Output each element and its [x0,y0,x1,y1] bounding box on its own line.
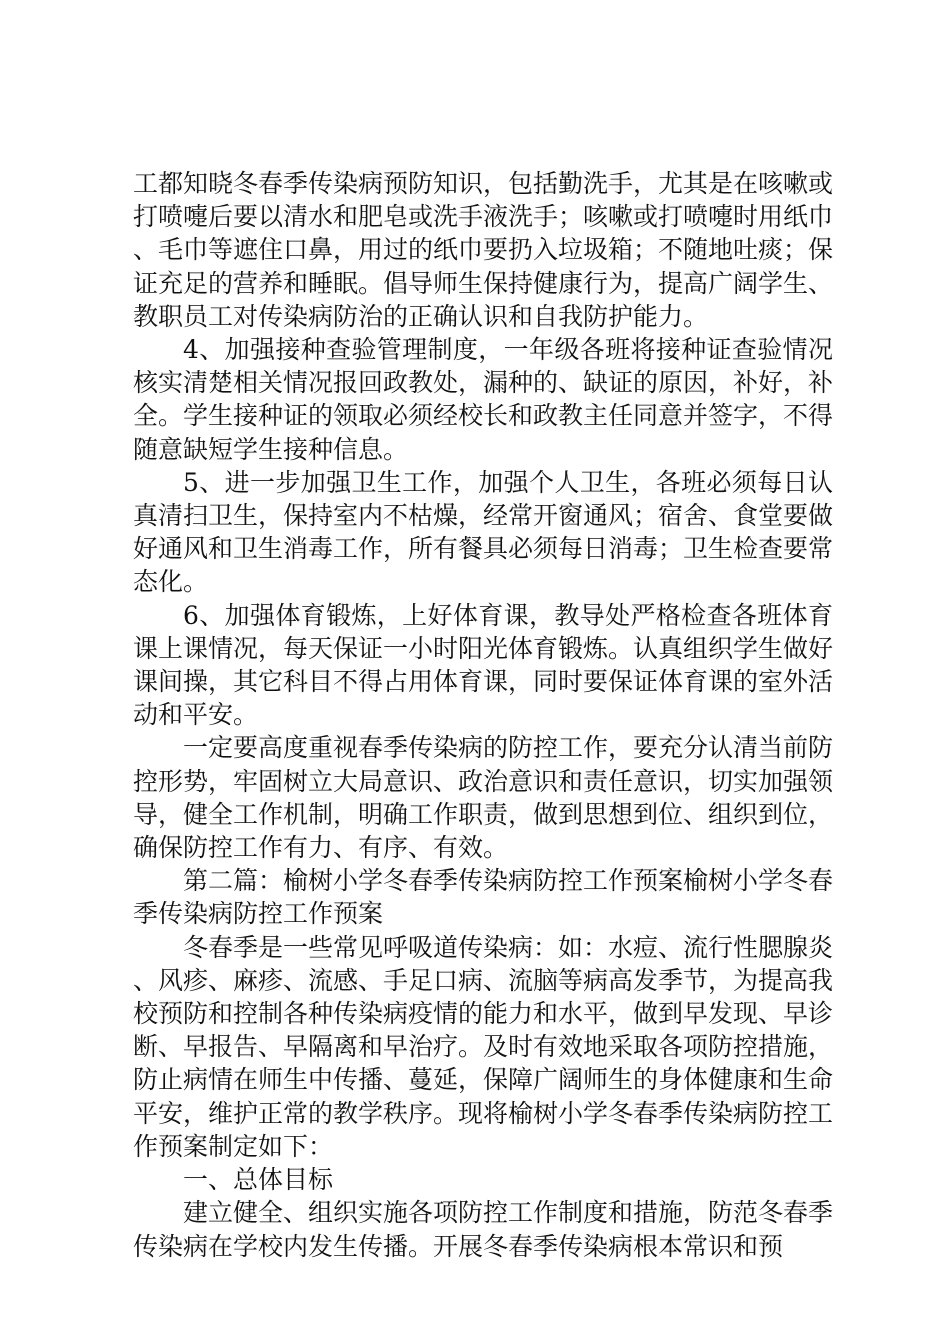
section-heading-part-two: 第二篇：榆树小学冬春季传染病防控工作预案榆树小学冬春季传染病防控工作预案 [133,866,834,929]
paragraph-item-4: 4、加强接种查验管理制度，一年级各班将接种证查验情况核实清楚相关情况报回政教处，漏种的、缺证的原因，补好，补全。学生接种证的领取必须经校长和政教主任同意并签字，不得随意缺短学生接种信息。 [133,335,834,464]
paragraph-continuation: 工都知晓冬春季传染病预防知识，包括勤洗手，尤其是在咳嗽或打喷嚏后要以清水和肥皂或洗手液洗手；咳嗽或打喷嚏时用纸巾、毛巾等遮住口鼻，用过的纸巾要扔入垃圾箱；不随地吐痰；保证充足的营养和睡眠。倡导师生保持健康行为，提高广阔学生、教职员工对传染病防治的正确认识和自我防护能力。 [133,169,834,331]
paragraph-item-5: 5、进一步加强卫生工作，加强个人卫生，各班必须每日认真清扫卫生，保持室内不枯燥，经常开窗通风；宿舍、食堂要做好通风和卫生消毒工作，所有餐具必须每日消毒；卫生检查要常态化。 [133,467,834,597]
document-body [133,167,833,1263]
paragraph-goal-body: 建立健全、组织实施各项防控工作制度和措施，防范冬春季传染病在学校内发生传播。开展冬春季传染病根本常识和预 [133,1198,834,1261]
paragraph-item-6: 6、加强体育锻炼，上好体育课，教导处严格检查各班体育课上课情况，每天保证一小时阳光体育锻炼。认真组织学生做好课间操，其它科目不得占用体育课，同时要保证体育课的室外活动和平安。 [133,600,834,730]
paragraph-conclusion: 一定要高度重视春季传染病的防控工作，要充分认清当前防控形势，牢固树立大局意识、政治意识和责任意识，切实加强领导，健全工作机制，明确工作职责，做到思想到位、组织到位，确保防控工作有力、有序、有效。 [133,733,834,863]
paragraph-introduction: 冬春季是一些常见呼吸道传染病：如：水痘、流行性腮腺炎、风疹、麻疹、流感、手足口病、流脑等病高发季节，为提高我校预防和控制各种传染病疫情的能力和水平，做到早发现、早诊断、早报告、早隔离和早治疗。及时有效地采取各项防控措施，防止病情在师生中传播、蔓延，保障广阔师生的身体健康和生命平安，维护正常的教学秩序。现将榆树小学冬春季传染病防控工作预案制定如下： [133,932,834,1161]
section-heading-overall-goal: 一、总体目标 [183,1165,334,1195]
